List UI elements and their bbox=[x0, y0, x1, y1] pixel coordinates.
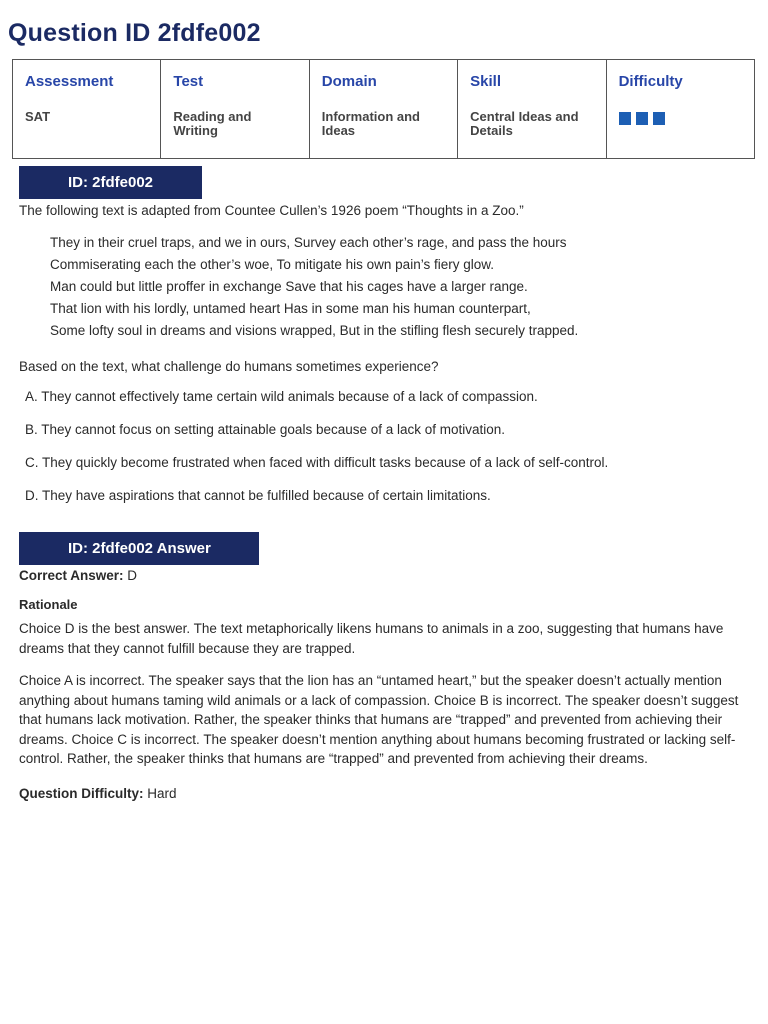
rationale-paragraph: Choice A is incorrect. The speaker says that the lion has an “untamed heart,” but the speaker doesn’t actually mention anything about humans taming wild animals or a lack of compassion. Choice B is incorrect. The speaker doesn’t suggest that humans lack motivation. Rather, the speaker thinks that humans are “trapped” and prevented from achieving their dreams. Choice C is incorrect. The speaker doesn’t mention anything about humans becoming frustrated or lacking self-control. Rather, the speaker thinks that humans are “trapped” and prevented from achieving their dreams. bbox=[19, 673, 739, 766]
domain-value: Information and Ideas bbox=[321, 109, 420, 138]
skill-value: Central Ideas and Details bbox=[470, 109, 579, 138]
skill-cell bbox=[458, 60, 606, 159]
question-id-banner: ID: 2fdfe002 bbox=[19, 166, 202, 199]
difficulty-square bbox=[636, 112, 648, 125]
assessment-value: SAT bbox=[25, 109, 51, 124]
correct-answer-line bbox=[19, 568, 137, 583]
question-difficulty-value: Hard bbox=[147, 786, 177, 801]
assessment-cell bbox=[13, 60, 161, 159]
difficulty-indicator bbox=[619, 112, 742, 125]
poem-line: That lion with his lordly, untamed heart Has in some man his human counterpart, bbox=[50, 301, 531, 316]
poem-line: Some lofty soul in dreams and visions wrapped, But in the stifling flesh securely trapped. bbox=[50, 323, 579, 338]
choice-c[interactable]: C. They quickly become frustrated when faced with difficult tasks because of a lack of self-control. bbox=[25, 455, 609, 470]
difficulty-square bbox=[653, 112, 665, 125]
answer-id-banner: ID: 2fdfe002 Answer bbox=[19, 532, 259, 565]
test-value: Reading and Writing bbox=[173, 109, 252, 138]
passage-intro: The following text is adapted from Countee Cullen’s 1926 poem “Thoughts in a Zoo.” bbox=[19, 203, 524, 218]
question-metadata-table bbox=[12, 59, 755, 159]
domain-cell bbox=[309, 60, 457, 159]
choice-b[interactable]: B. They cannot focus on setting attainable goals because of a lack of motivation. bbox=[25, 422, 506, 437]
correct-answer-value: D bbox=[127, 568, 138, 583]
question-prompt: Based on the text, what challenge do humans sometimes experience? bbox=[19, 359, 439, 374]
test-cell bbox=[161, 60, 309, 159]
rationale-heading: Rationale bbox=[19, 597, 78, 612]
choice-a[interactable]: A. They cannot effectively tame certain wild animals because of a lack of compassion. bbox=[25, 389, 538, 404]
difficulty-cell bbox=[606, 60, 754, 159]
poem-line: Commiserating each the other’s woe, To mitigate his own pain’s fiery glow. bbox=[50, 257, 494, 272]
poem-line: They in their cruel traps, and we in ours, Survey each other’s rage, and pass the hours bbox=[50, 235, 567, 250]
question-difficulty-line bbox=[19, 786, 177, 801]
domain-label: Domain bbox=[321, 73, 377, 90]
choice-d[interactable]: D. They have aspirations that cannot be fulfilled because of certain limitations. bbox=[25, 488, 491, 503]
skill-label: Skill bbox=[470, 73, 502, 90]
difficulty-label: Difficulty bbox=[618, 73, 683, 90]
rationale-paragraph: Choice D is the best answer. The text metaphorically likens humans to animals in a zoo, suggesting that humans have dreams that they cannot fulfill because they are trapped. bbox=[19, 621, 724, 656]
page-title: Question ID 2fdfe002 bbox=[8, 19, 261, 47]
difficulty-square bbox=[619, 112, 631, 125]
poem-line: Man could but little proffer in exchange Save that his cages have a larger range. bbox=[50, 279, 528, 294]
test-label: Test bbox=[173, 73, 204, 90]
assessment-label: Assessment bbox=[25, 73, 114, 90]
correct-answer-label: Correct Answer: bbox=[19, 568, 124, 583]
question-difficulty-label: Question Difficulty: bbox=[19, 786, 144, 801]
